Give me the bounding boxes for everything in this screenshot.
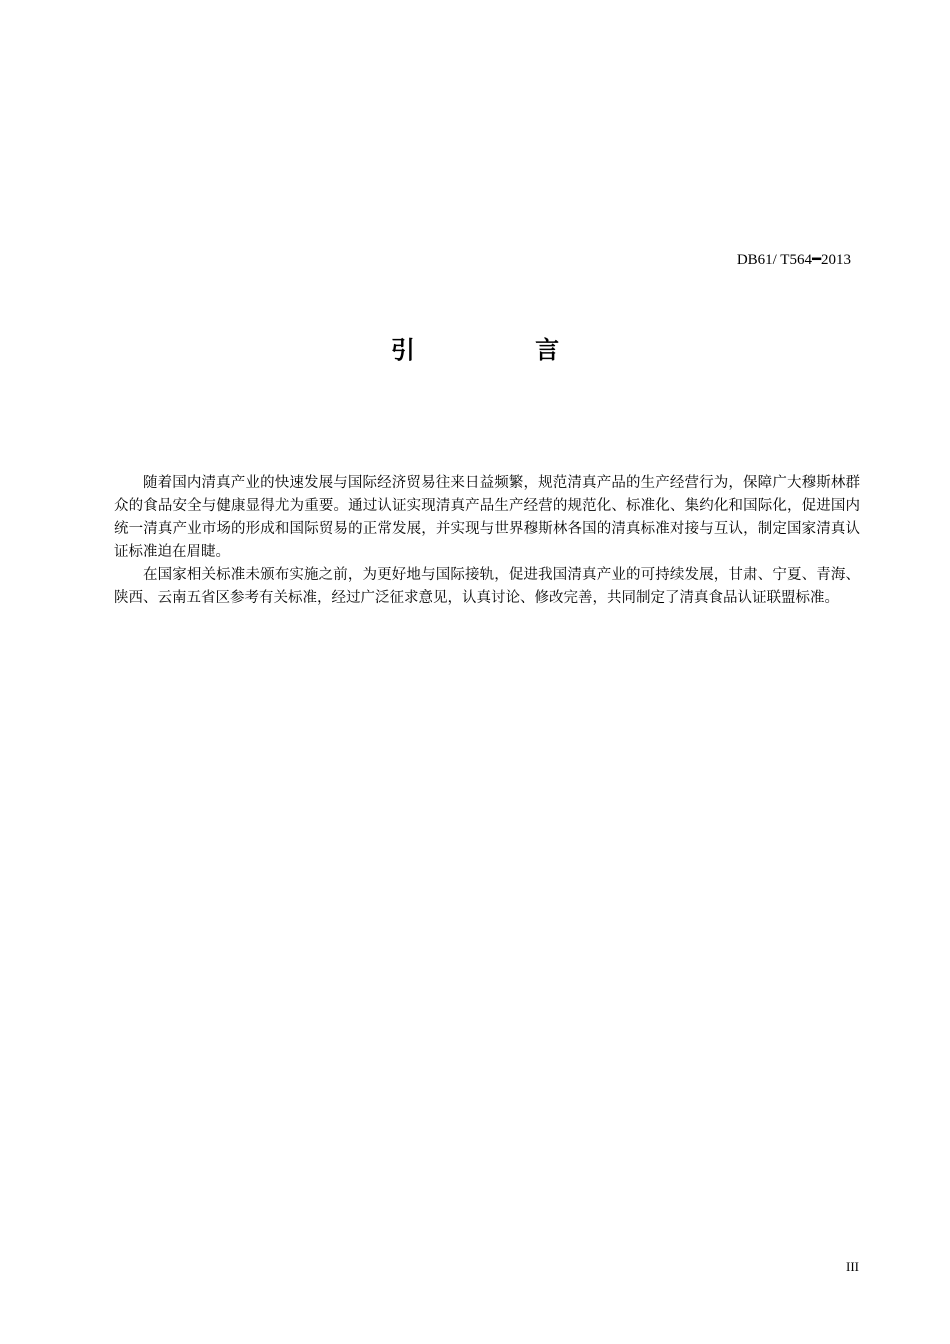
paragraph-1: 随着国内清真产业的快速发展与国际经济贸易往来日益频繁，规范清真产品的生产经营行为，保障广大穆斯林群众的食品安全与健康显得尤为重要。通过认证实现清真产品生产经营的规范化、标准化、集约化和国际化，促进国内统一清真产业市场的形成和国际贸易的正常发展，并实现与世界穆斯林各国的清真标准对接与互认，制定国家清真认证标准迫在眉睫。	[114, 475, 860, 560]
page-number: III	[846, 1259, 859, 1274]
body-text	[114, 472, 860, 610]
standard-code: DB61/ T564━2013	[736, 252, 851, 268]
paragraph-2: 在国家相关标准未颁布实施之前，为更好地与国际接轨，促进我国清真产业的可持续发展，甘肃、宁夏、青海、陕西、云南五省区参考有关标准，经过广泛征求意见，认真讨论、修改完善，共同制定了清真食品认证联盟标准。	[114, 567, 860, 606]
page-title: 引 言	[390, 336, 616, 364]
